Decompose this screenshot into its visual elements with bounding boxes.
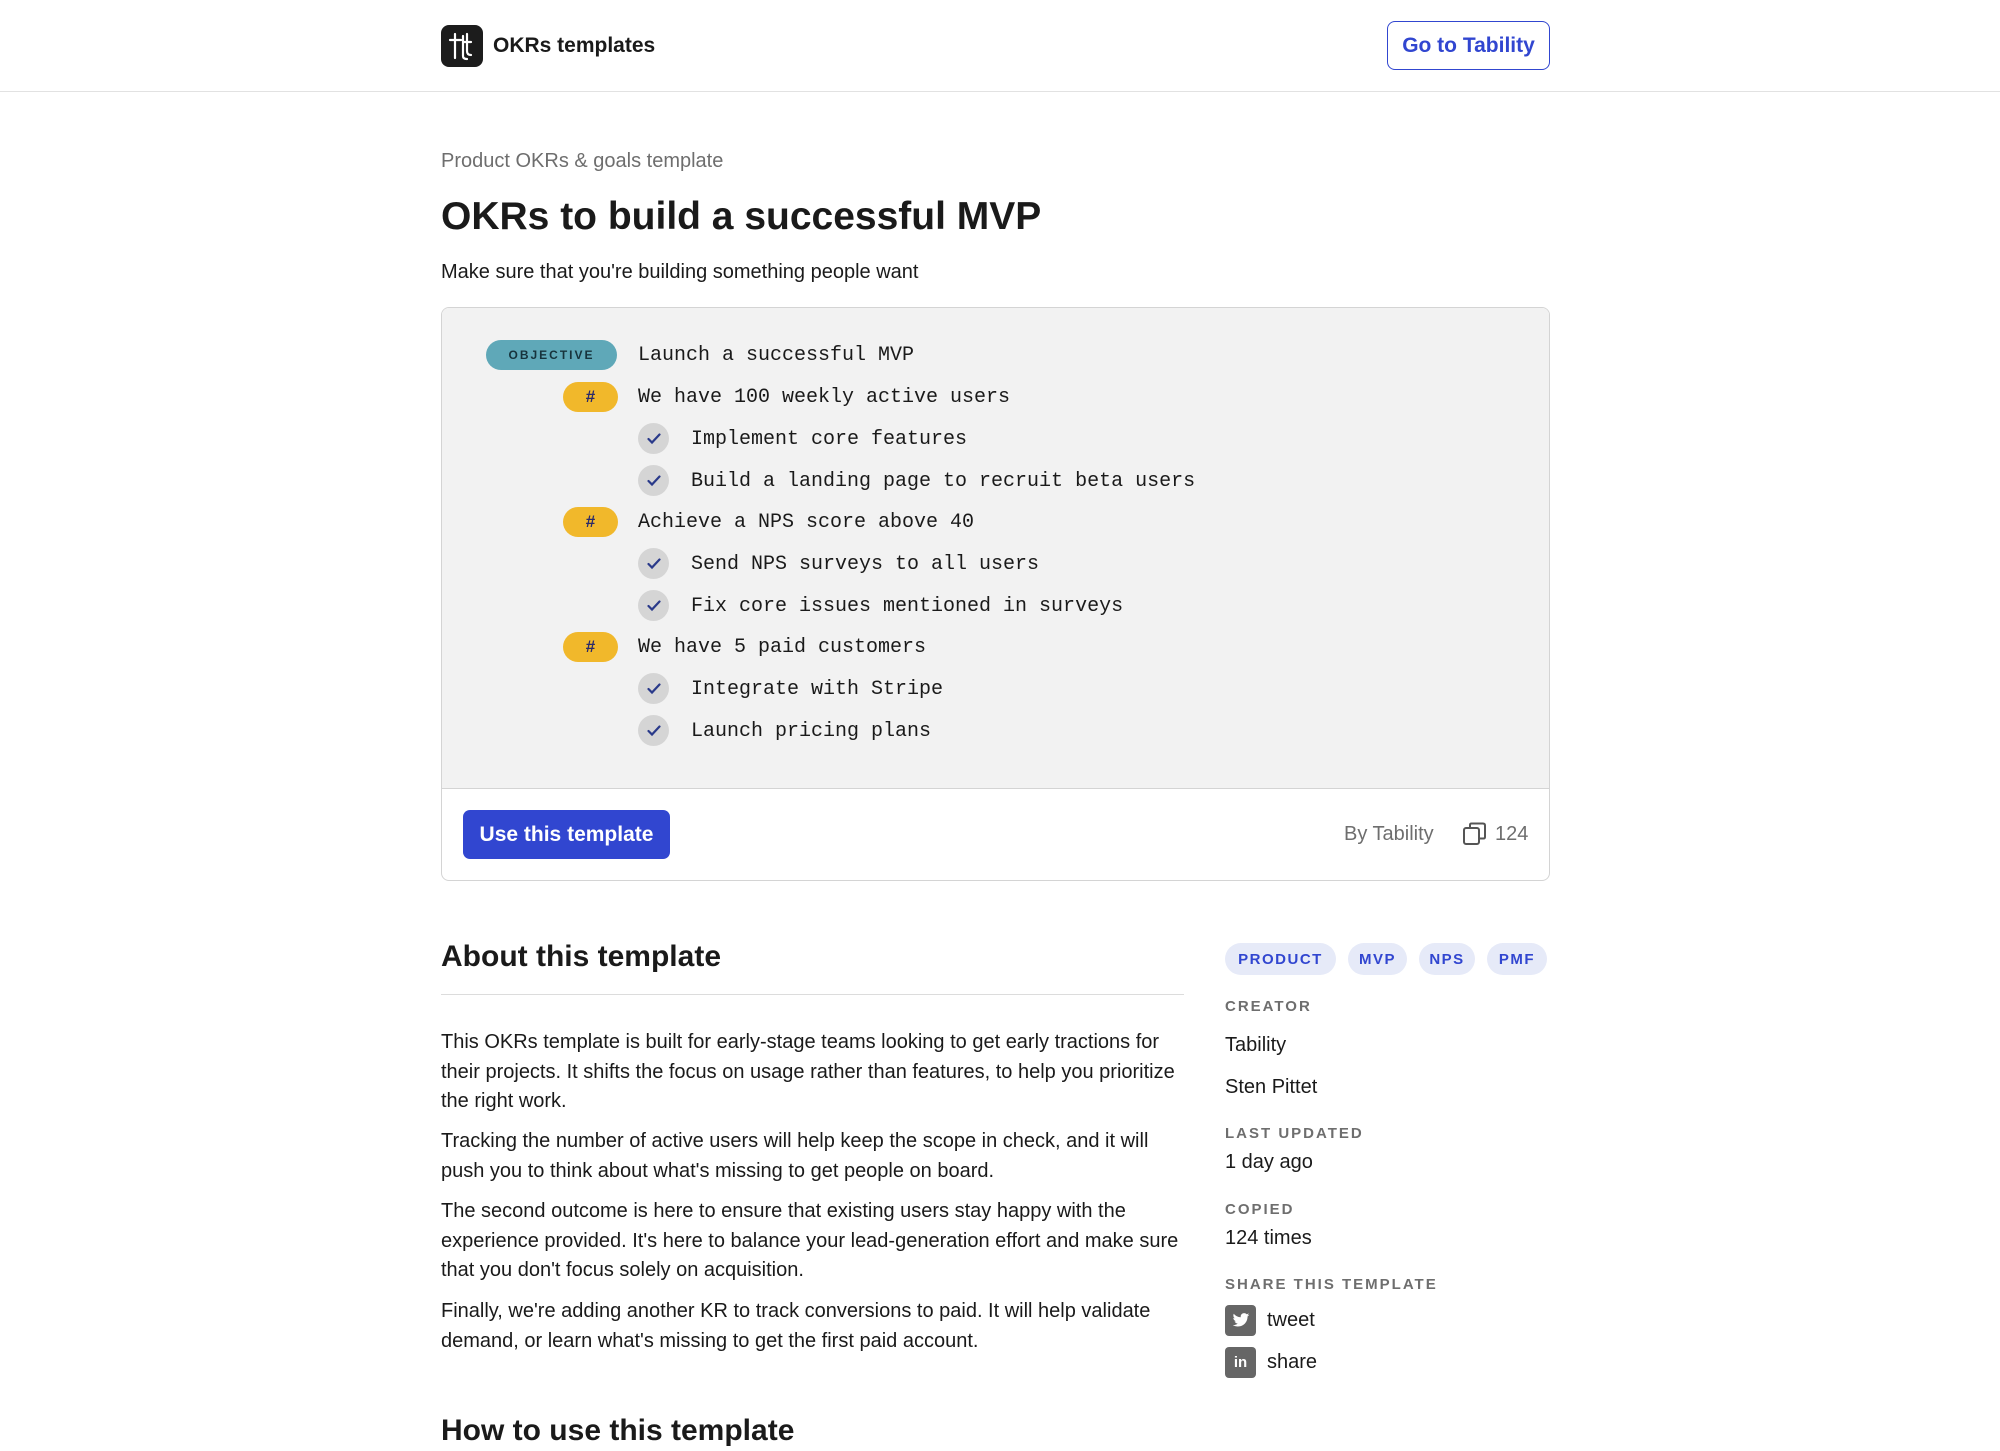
site-title[interactable]: OKRs templates: [493, 34, 656, 57]
about-paragraph: This OKRs template is built for early-stage teams looking to get early tractions for their projects. It shifts the focus on usage rather than features, to help you prioritize the right work.: [441, 1031, 1175, 1112]
about-paragraph: Tracking the number of active users will help keep the scope in check, and it will push you to think about what's missing to get people on board.: [441, 1130, 1149, 1182]
last-updated-value: 1 day ago: [1225, 1151, 1313, 1173]
okr-tree: [442, 308, 1549, 789]
twitter-icon: [1225, 1305, 1256, 1336]
share-linkedin-label[interactable]: share: [1267, 1351, 1318, 1373]
go-to-tability-button[interactable]: Go to Tability: [1387, 21, 1550, 70]
last-updated-label: LAST UPDATED: [1225, 1125, 1364, 1142]
copy-icon: [1462, 821, 1488, 852]
key-result-title: Achieve a NPS score above 40: [638, 510, 975, 534]
about-paragraph: The second outcome is here to ensure that existing users stay happy with the experience provided. It's here to balance your lead-generation effort and make sure that you don't focus solely on acquisition.: [441, 1200, 1179, 1281]
author-byline: By Tability: [1344, 823, 1434, 845]
initiative-title: Fix core issues mentioned in surveys: [691, 594, 1124, 618]
initiative-title: Implement core features: [691, 427, 968, 451]
about-paragraph: Finally, we're adding another KR to track conversions to paid. It will help validate demand, or learn what's missing to get the first paid account.: [441, 1300, 1151, 1352]
key-result-title: We have 5 paid customers: [638, 635, 927, 659]
share-tweet-link[interactable]: [1225, 1305, 1315, 1336]
copy-count: 124: [1495, 823, 1529, 845]
page-subtitle: Make sure that you're building something people want: [441, 261, 919, 283]
tag-mvp[interactable]: MVP: [1348, 943, 1407, 975]
share-tweet-label[interactable]: tweet: [1267, 1309, 1315, 1331]
creator-name[interactable]: Sten Pittet: [1225, 1076, 1318, 1098]
initiative-title: Launch pricing plans: [691, 719, 932, 743]
objective-badge: OBJECTIVE: [486, 340, 617, 370]
top-header: [0, 0, 2000, 92]
check-icon: [638, 423, 669, 454]
tag-product[interactable]: PRODUCT: [1225, 943, 1336, 975]
about-section-title: About this template: [441, 940, 722, 973]
key-result-badge: #: [563, 632, 618, 662]
creator-label: CREATOR: [1225, 998, 1312, 1015]
key-result-badge: #: [563, 507, 618, 537]
tag-nps[interactable]: NPS: [1419, 943, 1475, 975]
check-icon: [638, 673, 669, 704]
initiative-title: Build a landing page to recruit beta users: [691, 469, 1196, 493]
creator-name[interactable]: Tability: [1225, 1034, 1287, 1056]
use-template-button[interactable]: Use this template: [463, 810, 670, 859]
how-to-section-title: How to use this template: [441, 1414, 795, 1447]
share-label: SHARE THIS TEMPLATE: [1225, 1276, 1438, 1293]
key-result-badge: #: [563, 382, 618, 412]
tability-logo-icon[interactable]: [441, 25, 483, 67]
copied-value: 124 times: [1225, 1227, 1312, 1249]
key-result-title: We have 100 weekly active users: [638, 385, 1011, 409]
initiative-title: Send NPS surveys to all users: [691, 552, 1040, 576]
initiative-title: Integrate with Stripe: [691, 677, 944, 701]
objective-title: Launch a successful MVP: [638, 343, 915, 367]
linkedin-icon: in: [1225, 1347, 1256, 1378]
check-icon: [638, 715, 669, 746]
check-icon: [638, 548, 669, 579]
check-icon: [638, 465, 669, 496]
tag-pmf[interactable]: PMF: [1487, 943, 1547, 975]
share-linkedin-link[interactable]: [1225, 1347, 1317, 1378]
page-title: OKRs to build a successful MVP: [441, 195, 1042, 238]
copied-label: COPIED: [1225, 1201, 1295, 1218]
template-category: Product OKRs & goals template: [441, 150, 724, 172]
check-icon: [638, 590, 669, 621]
section-divider: [441, 994, 1184, 995]
okr-template-card: [441, 307, 1550, 881]
